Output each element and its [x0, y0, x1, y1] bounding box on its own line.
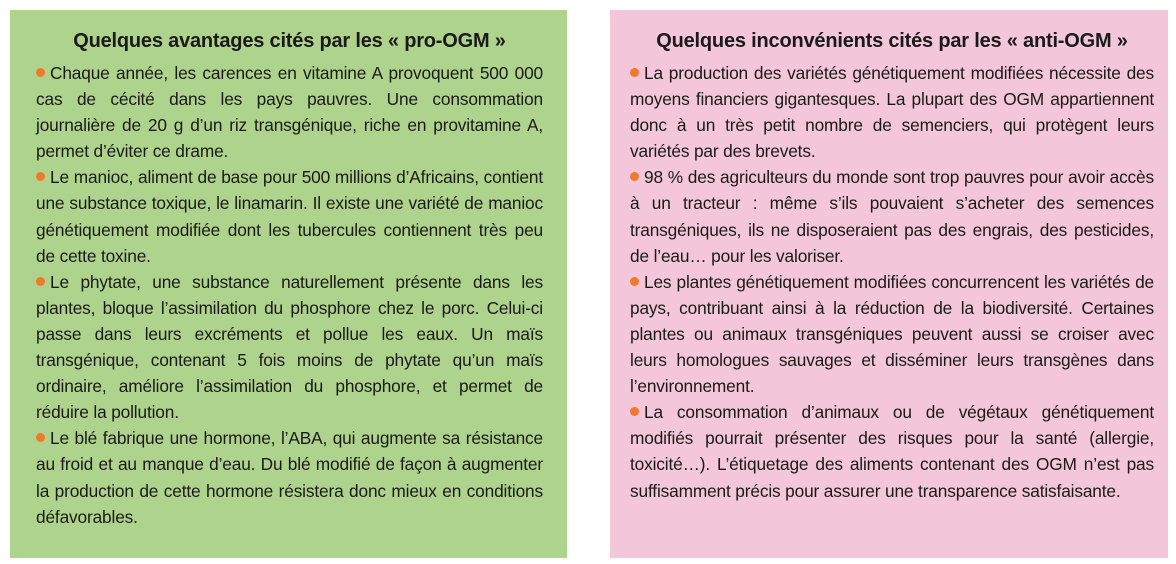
anti-ogm-item [630, 399, 1154, 503]
pro-ogm-item [36, 269, 543, 426]
pro-ogm-item-text: Le manioc, aliment de base pour 500 millions d’Africains, contient une substance toxique, le linamarin. Il existe une variété de manioc génétiquement modifiée dont les tubercules contiennent très peu de cette toxine. [36, 167, 543, 266]
pro-ogm-item-text: Le blé fabrique une hormone, l’ABA, qui augmente sa résistance au froid et au manque d’eau. Du blé modifié de façon à augmenter la production de cette hormone résistera donc mieux en conditions défavorables. [36, 428, 543, 527]
pro-ogm-box [10, 10, 567, 558]
bullet-icon [36, 68, 45, 77]
bullet-icon [36, 277, 45, 286]
anti-ogm-item [630, 164, 1154, 268]
bullet-icon [630, 172, 639, 181]
bullet-icon [36, 172, 45, 181]
pro-ogm-item [36, 425, 543, 529]
anti-ogm-box [610, 10, 1168, 558]
bullet-icon [36, 433, 45, 442]
bullet-icon [630, 407, 639, 416]
pro-ogm-item-text: Chaque année, les carences en vitamine A provoquent 500 000 cas de cécité dans les pays pauvres. Une consommation journalière de 20 g d’un riz transgénique, riche en provitamine A, permet d’éviter ce drame. [36, 63, 543, 162]
pro-ogm-title: Quelques avantages cités par les « pro-OGM » [73, 30, 506, 52]
bullet-icon [630, 68, 639, 77]
bullet-icon [630, 277, 639, 286]
anti-ogm-item [630, 269, 1154, 399]
anti-ogm-item [630, 60, 1154, 164]
pro-ogm-item [36, 164, 543, 268]
pro-ogm-item-text: Le phytate, une substance naturellement présente dans les plantes, bloque l’assimilation du phosphore chez le porc. Celui-ci passe dans leurs excréments et pollue les eaux. Un maïs transgénique, contenant 5 fois moins de phytate qu’un maïs ordinaire, améliore l’assimilation du phosphore, et permet de réduire la pollution. [36, 271, 543, 423]
anti-ogm-item-text: La consommation d’animaux ou de végétaux génétiquement modifiés pourrait présenter des risques pour la santé (allergie, toxicité…). L’étiquetage des aliments contenant des OGM n’est pas suffisamment précis pour assurer une transparence satisfaisante. [630, 402, 1154, 501]
anti-ogm-item-text: 98 % des agriculteurs du monde sont trop pauvres pour avoir accès à un tracteur : même s’ils pouvaient s’acheter des semences transgéniques, ils ne disposeraient pas des engrais, des pesticides, de l’eau… pour les valoriser. [630, 167, 1154, 266]
anti-ogm-item-text: La production des variétés génétiquement modifiées nécessite des moyens financiers gigantesques. La plupart des OGM appartiennent donc à un très petit nombre de semenciers, qui protègent leurs variétés par des brevets. [630, 63, 1154, 162]
anti-ogm-item-text: Les plantes génétiquement modifiées concurrencent les variétés de pays, contribuant ainsi à la réduction de la biodiversité. Certaines plantes ou animaux transgéniques peuvent aussi se croiser avec leurs homologues sauvages et disséminer leurs transgènes dans l’environnement. [630, 271, 1154, 397]
pro-ogm-item [36, 60, 543, 164]
anti-ogm-title: Quelques inconvénients cités par les « anti-OGM » [656, 30, 1128, 52]
